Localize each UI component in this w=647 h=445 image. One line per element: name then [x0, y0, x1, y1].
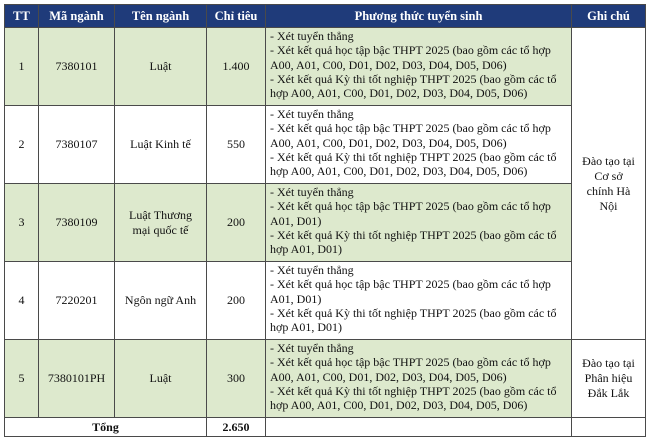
row-methods	[266, 184, 572, 262]
header-method: Phương thức tuyển sinh	[266, 5, 572, 28]
row-tt: 4	[5, 262, 39, 340]
method-line: - Xét kết quả Kỳ thi tốt nghiệp THPT 2025 (bao gồm các tổ hợp A00, A01, C00, D01, D02, D03, D04, D05, D06)	[270, 71, 557, 101]
row-code: 7380107	[39, 106, 115, 184]
row-methods	[266, 28, 572, 106]
header-quota: Chỉ tiêu	[207, 5, 266, 28]
method-line: - Xét tuyển thẳng	[270, 263, 354, 277]
table-row	[5, 340, 646, 418]
total-empty-method	[266, 418, 572, 437]
row-tt: 2	[5, 106, 39, 184]
method-line: - Xét kết quả học tập bậc THPT 2025 (bao gồm các tổ hợp A00, A01, C00, D01, D02, D03, D04, D05, D06)	[270, 121, 551, 150]
row-name: Luật	[115, 28, 207, 106]
note-hanoi-text: Đào tạo tại Cơ sở chính Hà Nội	[582, 153, 635, 213]
row-quota: 550	[207, 106, 266, 184]
method-line: - Xét kết quả Kỳ thi tốt nghiệp THPT 2025 (bao gồm các tổ hợp A00, A01, C00, D01, D02, D03, D04, D05, D06)	[270, 149, 557, 179]
total-quota: 2.650	[207, 418, 266, 437]
row-code: 7380101PH	[39, 340, 115, 418]
note-daklak-text: Đào tạo tại Phân hiệu Đắk Lắk	[582, 356, 635, 400]
header-code: Mã ngành	[39, 5, 115, 28]
method-line: - Xét tuyển thẳng	[270, 341, 354, 355]
method-line: - Xét kết quả học tập bậc THPT 2025 (bao gồm các tổ hợp A01, D01)	[270, 277, 551, 306]
table-row	[5, 184, 646, 262]
row-name-text: Luật Thương mại quốc tế	[129, 207, 192, 237]
total-label: Tổng	[5, 418, 207, 437]
method-line: - Xét kết quả Kỳ thi tốt nghiệp THPT 2025 (bao gồm các tổ hợp A00, A01, C00, D01, D02, D03, D04, D05, D06)	[270, 383, 557, 413]
table-row	[5, 262, 646, 340]
row-code: 7220201	[39, 262, 115, 340]
header-row	[5, 5, 646, 28]
method-line: - Xét kết quả học tập bậc THPT 2025 (bao gồm các tổ hợp A01, D01)	[270, 199, 551, 228]
row-quota: 1.400	[207, 28, 266, 106]
row-quota: 200	[207, 184, 266, 262]
row-methods	[266, 106, 572, 184]
row-code: 7380101	[39, 28, 115, 106]
total-empty-note	[572, 418, 646, 437]
note-hanoi	[572, 28, 646, 340]
note-daklak	[572, 340, 646, 418]
row-quota: 300	[207, 340, 266, 418]
method-line: - Xét tuyển thẳng	[270, 107, 354, 121]
method-line: - Xét tuyển thẳng	[270, 29, 354, 43]
table-row	[5, 106, 646, 184]
method-line: - Xét tuyển thẳng	[270, 185, 354, 199]
row-name: Luật Kinh tế	[115, 106, 207, 184]
method-line: - Xét kết quả Kỳ thi tốt nghiệp THPT 2025 (bao gồm các tổ hợp A01, D01)	[270, 227, 557, 257]
row-methods	[266, 262, 572, 340]
row-code: 7380109	[39, 184, 115, 262]
row-name: Ngôn ngữ Anh	[115, 262, 207, 340]
row-tt: 5	[5, 340, 39, 418]
table-row	[5, 28, 646, 106]
row-quota: 200	[207, 262, 266, 340]
header-name: Tên ngành	[115, 5, 207, 28]
row-tt: 3	[5, 184, 39, 262]
header-tt: TT	[5, 5, 39, 28]
method-line: - Xét kết quả học tập bậc THPT 2025 (bao gồm các tổ hợp A00, A01, C00, D01, D02, D03, D04, D05, D06)	[270, 355, 551, 384]
row-tt: 1	[5, 28, 39, 106]
row-name: Luật	[115, 340, 207, 418]
admission-table	[4, 4, 646, 437]
method-line: - Xét kết quả Kỳ thi tốt nghiệp THPT 2025 (bao gồm các tổ hợp A01, D01)	[270, 305, 557, 335]
total-row	[5, 418, 646, 437]
row-name	[115, 184, 207, 262]
method-line: - Xét kết quả học tập bậc THPT 2025 (bao gồm các tổ hợp A00, A01, C00, D01, D02, D03, D04, D05, D06)	[270, 43, 551, 72]
row-methods	[266, 340, 572, 418]
header-note: Ghi chú	[572, 5, 646, 28]
